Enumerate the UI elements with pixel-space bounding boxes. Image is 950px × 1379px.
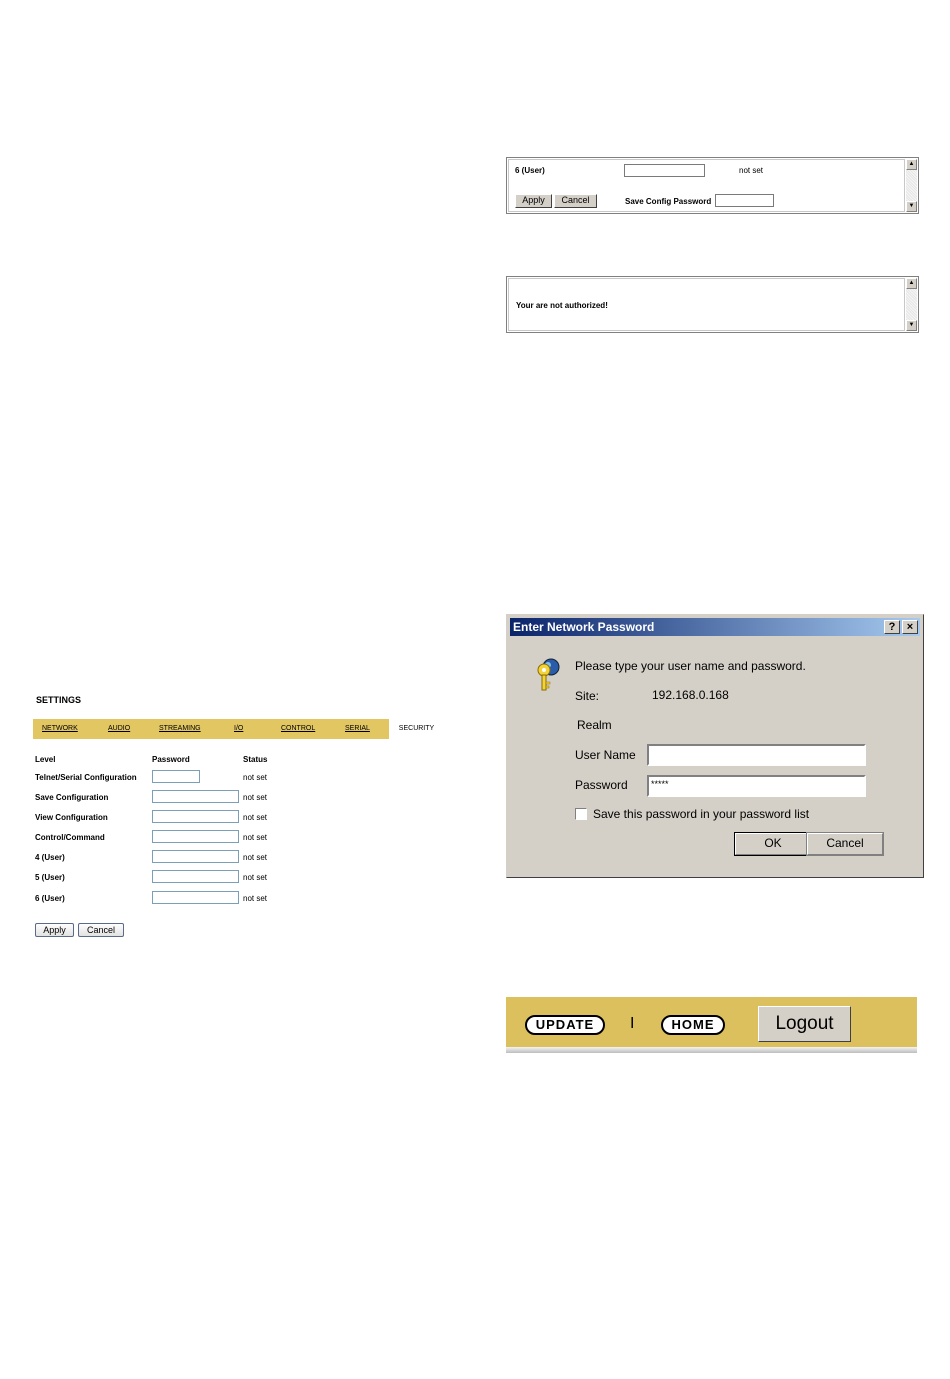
tab-network[interactable]: NETWORK — [42, 725, 78, 732]
password-label: Password — [575, 778, 628, 792]
nav-bar-underline — [506, 1047, 917, 1053]
page-title: SETTINGS — [36, 695, 82, 705]
user-4-password-input[interactable] — [152, 850, 239, 863]
header-password: Password — [152, 755, 190, 764]
save-config-password-input[interactable] — [152, 790, 239, 803]
header-level: Level — [35, 755, 56, 764]
nav-bar — [506, 997, 917, 1047]
level-label: View Configuration — [35, 813, 108, 822]
user-password-frame — [506, 157, 919, 214]
dialog-title: Enter Network Password — [513, 620, 655, 634]
ok-button[interactable] — [734, 832, 812, 856]
row-label: 6 (User) — [515, 166, 545, 175]
network-password-dialog — [506, 614, 924, 878]
tab-security[interactable]: SECURITY — [389, 719, 444, 739]
user-6-password-input[interactable] — [152, 891, 239, 904]
row-status: not set — [739, 166, 764, 175]
telnet-serial-password-input[interactable] — [152, 770, 200, 783]
status-text: not set — [243, 894, 268, 903]
key-icon — [534, 657, 564, 693]
tab-audio[interactable]: AUDIO — [108, 725, 131, 732]
dialog-title-bar — [510, 618, 920, 636]
scroll-up-arrow-icon[interactable]: ▲ — [906, 278, 917, 289]
status-text: not set — [243, 793, 268, 802]
save-config-password-input[interactable] — [715, 194, 774, 207]
site-label: Site: — [575, 689, 600, 703]
realm-label: Realm — [577, 718, 612, 732]
tab-serial[interactable]: SERIAL — [345, 725, 370, 732]
tab-streaming[interactable]: STREAMING — [159, 725, 201, 732]
password-input[interactable]: ***** — [647, 775, 866, 797]
error-message: Your are not authorized! — [516, 301, 608, 310]
logout-button[interactable]: Logout — [758, 1006, 851, 1042]
cancel-button[interactable]: Cancel — [554, 194, 597, 208]
status-text: not set — [243, 813, 268, 822]
cancel-button[interactable]: Cancel — [78, 923, 124, 937]
status-text: not set — [243, 873, 268, 882]
status-text: not set — [243, 833, 268, 842]
scroll-up-arrow-icon[interactable]: ▲ — [906, 159, 917, 170]
dialog-prompt: Please type your user name and password. — [575, 659, 806, 673]
user-6-password-input[interactable] — [624, 164, 705, 177]
cancel-button[interactable] — [806, 832, 884, 856]
level-label: Control/Command — [35, 833, 105, 842]
level-label: 5 (User) — [35, 873, 65, 882]
cancel-button-label: Cancel — [826, 836, 864, 850]
help-button[interactable]: ? — [884, 620, 900, 634]
site-value: 192.168.0.168 — [652, 688, 729, 702]
error-frame — [506, 276, 919, 333]
header-status: Status — [243, 755, 268, 764]
save-config-password-label: Save Config Password — [625, 197, 712, 206]
tab-io[interactable]: I/O — [234, 725, 244, 732]
ok-button-label: OK — [764, 836, 782, 850]
level-label: Save Configuration — [35, 793, 109, 802]
apply-button[interactable]: Apply — [35, 923, 74, 937]
view-config-password-input[interactable] — [152, 810, 239, 823]
username-label: User Name — [575, 748, 636, 762]
level-label: 4 (User) — [35, 853, 65, 862]
settings-tab-bar — [33, 719, 444, 739]
apply-button[interactable]: Apply — [515, 194, 552, 208]
username-input[interactable] — [647, 744, 866, 766]
home-button[interactable]: HOME — [661, 1015, 725, 1035]
level-label: Telnet/Serial Configuration — [35, 773, 137, 782]
update-button[interactable]: UPDATE — [525, 1015, 605, 1035]
scroll-down-arrow-icon[interactable]: ▼ — [906, 201, 917, 212]
nav-separator: I — [630, 1015, 635, 1032]
status-text: not set — [243, 853, 268, 862]
scroll-down-arrow-icon[interactable]: ▼ — [906, 320, 917, 331]
tab-control[interactable]: CONTROL — [281, 725, 316, 732]
control-command-password-input[interactable] — [152, 830, 239, 843]
save-password-checkbox[interactable] — [575, 808, 587, 820]
level-label: 6 (User) — [35, 894, 65, 903]
status-text: not set — [243, 773, 268, 782]
save-password-label: Save this password in your password list — [593, 807, 810, 821]
user-5-password-input[interactable] — [152, 870, 239, 883]
vertical-scrollbar[interactable] — [906, 278, 917, 331]
vertical-scrollbar[interactable] — [906, 159, 917, 212]
close-button[interactable]: × — [902, 620, 918, 634]
